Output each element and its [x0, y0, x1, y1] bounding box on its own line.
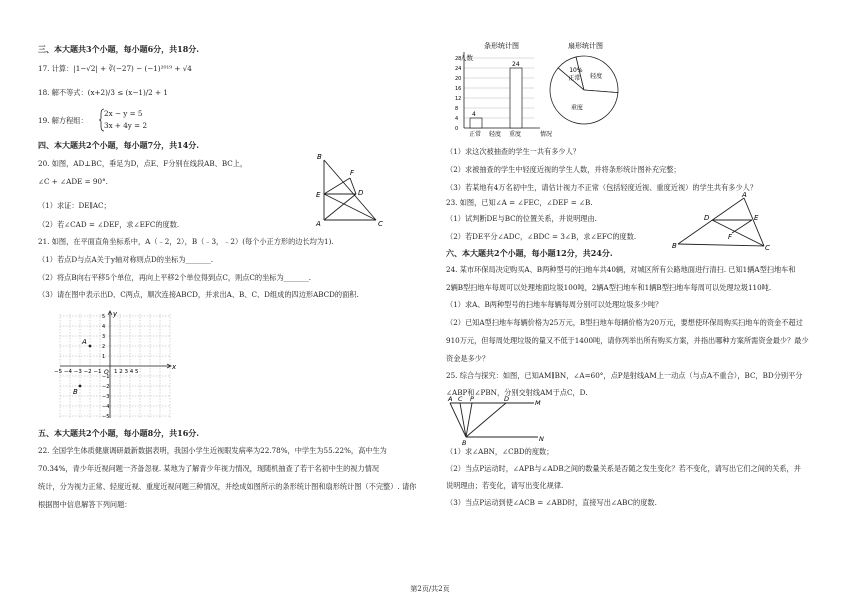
- label-D: D: [704, 214, 710, 222]
- x-ticks-positive: 1 2 3 4 5: [114, 369, 139, 375]
- y-tick-label: 3: [102, 334, 106, 340]
- bar-data-label: 24: [512, 61, 520, 68]
- question-25-part2-line2: 说明理由；若变化，请写出变化规律.: [446, 481, 564, 490]
- label-N: N: [539, 435, 544, 443]
- question-21-line1: 21. 如图，在平面直角坐标系中，A（﹣2，2），B（﹣3，﹣2）(每个小正方形的边长均为1).: [38, 237, 334, 246]
- point-B: [79, 385, 82, 388]
- x-axis-label: x: [172, 363, 177, 371]
- question-20-line2: ∠C + ∠ADE = 90°.: [38, 177, 108, 186]
- label-C: C: [458, 395, 463, 403]
- label-C: C: [378, 220, 383, 228]
- y-tick-label: 0: [455, 126, 459, 132]
- section-4-header: 四、本大题共2个小题，每小题7分，共14分.: [38, 140, 200, 150]
- question-20-part2: （2）若∠CAD = ∠DEF，求∠EFC的度数.: [38, 220, 180, 229]
- y-tick-label: 5: [102, 314, 106, 320]
- question-22-part3: （3）若某地有4万名初中生，请估计视力不正常（包括轻度近视、重度近视）的学生共有多少人？: [446, 183, 758, 192]
- bar-chart-title: 条形统计图: [484, 42, 519, 50]
- section-6-header: 六、本大题共2个小题，每小题12分，共24分.: [446, 248, 613, 258]
- question-22-part2: （2）求被抽查的学生中轻度近视的学生人数，并将条形统计图补充完整；: [446, 165, 681, 174]
- x-ticks-negative: −5 −4 −3 −2 −1: [54, 369, 102, 375]
- pie-chart: [546, 40, 626, 140]
- question-24-part2-line3: 资金是多少？: [446, 354, 490, 363]
- question-24-line2: 2辆B型扫地车每周可以处理地面垃圾100吨，2辆A型扫地车和1辆B型扫地车每周可以处理垃圾110吨.: [446, 283, 772, 292]
- question-24-part1: （1）求A、B两种型号的扫地车每辆每周分别可以处理垃圾多少吨？: [446, 300, 663, 309]
- coordinate-grid: [56, 310, 176, 422]
- bar-chart: [446, 40, 556, 140]
- question-20-part1: （1）求证：DE∥AC；: [38, 201, 111, 210]
- y-tick-label: 12: [455, 96, 462, 102]
- label-E: E: [316, 191, 321, 199]
- y-tick-label: 4: [102, 324, 106, 330]
- label-C: C: [765, 244, 770, 252]
- bar-chart-ylabel: 人数: [460, 54, 473, 62]
- section-3-header: 三、本大题共3个小题，每小题6分，共18分.: [38, 44, 200, 54]
- label-B: B: [672, 242, 677, 250]
- bar: [510, 68, 522, 128]
- question-25-line1: 25. 综合与探究：如图，已知AM∥BN，∠A=60°，点P是射线AM上一动点（与点A不重合），BC，BD分别平分: [446, 371, 803, 380]
- y-tick-label: 20: [455, 76, 462, 82]
- pie-value-label: 10%: [569, 67, 583, 75]
- bar-chart-xlabel: 情况: [540, 131, 553, 138]
- y-tick-label: 24: [455, 66, 462, 72]
- question-25-line2: ∠ABP和∠PBN，分别交射线AM于点C，D.: [446, 388, 588, 397]
- y-tick-label: 4: [455, 116, 459, 122]
- question-23-line1: 23. 如图，已知∠A = ∠FEC，∠DEF = ∠B.: [446, 198, 593, 207]
- figure-20-triangle: [316, 150, 396, 230]
- question-18: 18. 解不等式：(x+2)/3 ≤ (x−1)/2 + 1: [38, 88, 168, 97]
- pie-slice-label: 正常: [568, 75, 581, 83]
- question-21-part3: （3）请在图中表示出D、C两点，顺次连接ABCD，并求出A、B、C、D组成的四边形ABCD的面积.: [38, 290, 359, 299]
- question-22-line1: 22. 全国学生体质健康调研最新数据表明，我国小学生近视眼发病率为22.78%，中学生为55.22%，高中生为: [38, 446, 387, 455]
- label-A: A: [742, 191, 747, 199]
- pie-slice-label: 重度: [570, 104, 583, 112]
- y-tick-label: −5: [102, 414, 110, 420]
- question-22-part1: （1）求这次被抽查的学生一共有多少人？: [446, 147, 580, 156]
- bar: [470, 118, 482, 128]
- origin-label: O: [104, 369, 109, 376]
- y-tick-labels: [102, 314, 109, 420]
- question-19-eq1: 2x − y = 5: [104, 109, 143, 118]
- label-E: E: [754, 214, 759, 222]
- question-24-part2-line1: （2）已知A型扫地车每辆价格为25万元，B型扫地车每辆价格为20万元，要想使环保局购买扫地车的资金不超过: [446, 318, 803, 327]
- question-24-line1: 24. 某市环保局决定购买A、B两种型号的扫地车共40辆，对城区所有公路地面进行清扫. 已知1辆A型扫地车和: [446, 265, 796, 274]
- question-21-part2: （2）将点B向右平移5个单位，再向上平移2个单位得到点C，则点C的坐标为_______.: [38, 273, 312, 282]
- question-23-part2: （2）若DE平分∠ADC，∠BDC = 3∠B，求∠EFC的度数.: [446, 232, 637, 241]
- section-5-header: 五、本大题共2个小题，每小题8分，共16分.: [38, 428, 200, 438]
- question-25-part1: （1）求∠ABN，∠CBD的度数；: [446, 447, 554, 456]
- point-B-label: B: [73, 388, 78, 396]
- question-22-line2: 70.34%，青少年近视问题一齐备忽视. 某地为了解青少年视力情况，现随机抽查了若干名初中生的视力情况: [38, 464, 380, 473]
- question-19-label: 19. 解方程组：: [38, 116, 88, 125]
- brace-icon: [99, 108, 105, 132]
- question-20-line1: 20. 如图，AD⊥BC，垂足为D，点E、F分别在线段AB、BC上，: [38, 159, 248, 168]
- y-tick-label: 28: [455, 56, 462, 62]
- y-tick-label: −2: [102, 384, 110, 390]
- y-tick-label: 8: [455, 106, 459, 112]
- category-label: 正常: [469, 131, 482, 138]
- y-tick-label: 16: [455, 86, 462, 92]
- pie-slice-label: 轻度: [590, 72, 603, 80]
- category-label: 重度: [509, 131, 522, 138]
- question-25-part3: （3）当点P运动到使∠ACB = ∠ABD时，直接写出∠ABC的度数.: [446, 498, 657, 507]
- point-A-label: A: [82, 338, 87, 346]
- label-P: P: [470, 395, 474, 403]
- page-footer: 第2页/共2页: [410, 585, 450, 593]
- y-tick-label: −1: [102, 374, 110, 380]
- figure-23-triangle: [672, 192, 782, 252]
- y-axis-label: y: [113, 310, 118, 318]
- point-A: [89, 345, 92, 348]
- label-D: D: [504, 395, 510, 403]
- y-tick-label: 2: [102, 344, 106, 350]
- question-19-eq2: 3x + 4y = 2: [104, 121, 148, 130]
- question-22-line3: 统计，分为视力正常、轻度近视、重度近视问题三种情况，并绘成如图所示的条形统计图和扇形统计图（不完整）. 请你: [38, 482, 417, 491]
- figure-25-parallel-lines: [446, 395, 556, 447]
- question-23-part1: （1）试判断DE与BC的位置关系，并说明理由.: [446, 214, 597, 223]
- question-17: 17. 计算：|1−√2| + ∛(−27) − (−1)²⁰¹⁹ + √4: [38, 64, 192, 73]
- question-25-part2-line1: （2）当点P运动时，∠APB与∠ADB之间的数量关系是否随之发生变化？若不变化，请写出它们之间的关系，并: [446, 464, 801, 473]
- question-22-line4: 根据图中信息解答下列问题：: [38, 500, 132, 509]
- label-A: A: [448, 395, 453, 403]
- label-M: M: [535, 399, 541, 407]
- pie-chart-title: 扇形统计图: [568, 42, 603, 50]
- label-D: D: [358, 189, 364, 197]
- y-tick-label: −3: [102, 394, 110, 400]
- label-B: B: [317, 153, 322, 161]
- question-21-part1: （1）若点D与点A关于y轴对称则点D的坐标为_______.: [38, 255, 213, 264]
- question-24-part2-line2: 910万元，但每周处理垃圾的量又不低于1400吨，请你列举出所有购买方案，并指出哪种方案所需资金最少？最少: [446, 336, 809, 345]
- label-B: B: [462, 439, 467, 447]
- bar-data-label: 4: [472, 111, 476, 118]
- label-A: A: [316, 220, 321, 228]
- y-tick-label: −4: [102, 404, 110, 410]
- y-tick-label: 1: [102, 354, 106, 360]
- label-F: F: [728, 233, 733, 241]
- category-label: 轻度: [489, 131, 502, 138]
- label-F: F: [350, 169, 355, 177]
